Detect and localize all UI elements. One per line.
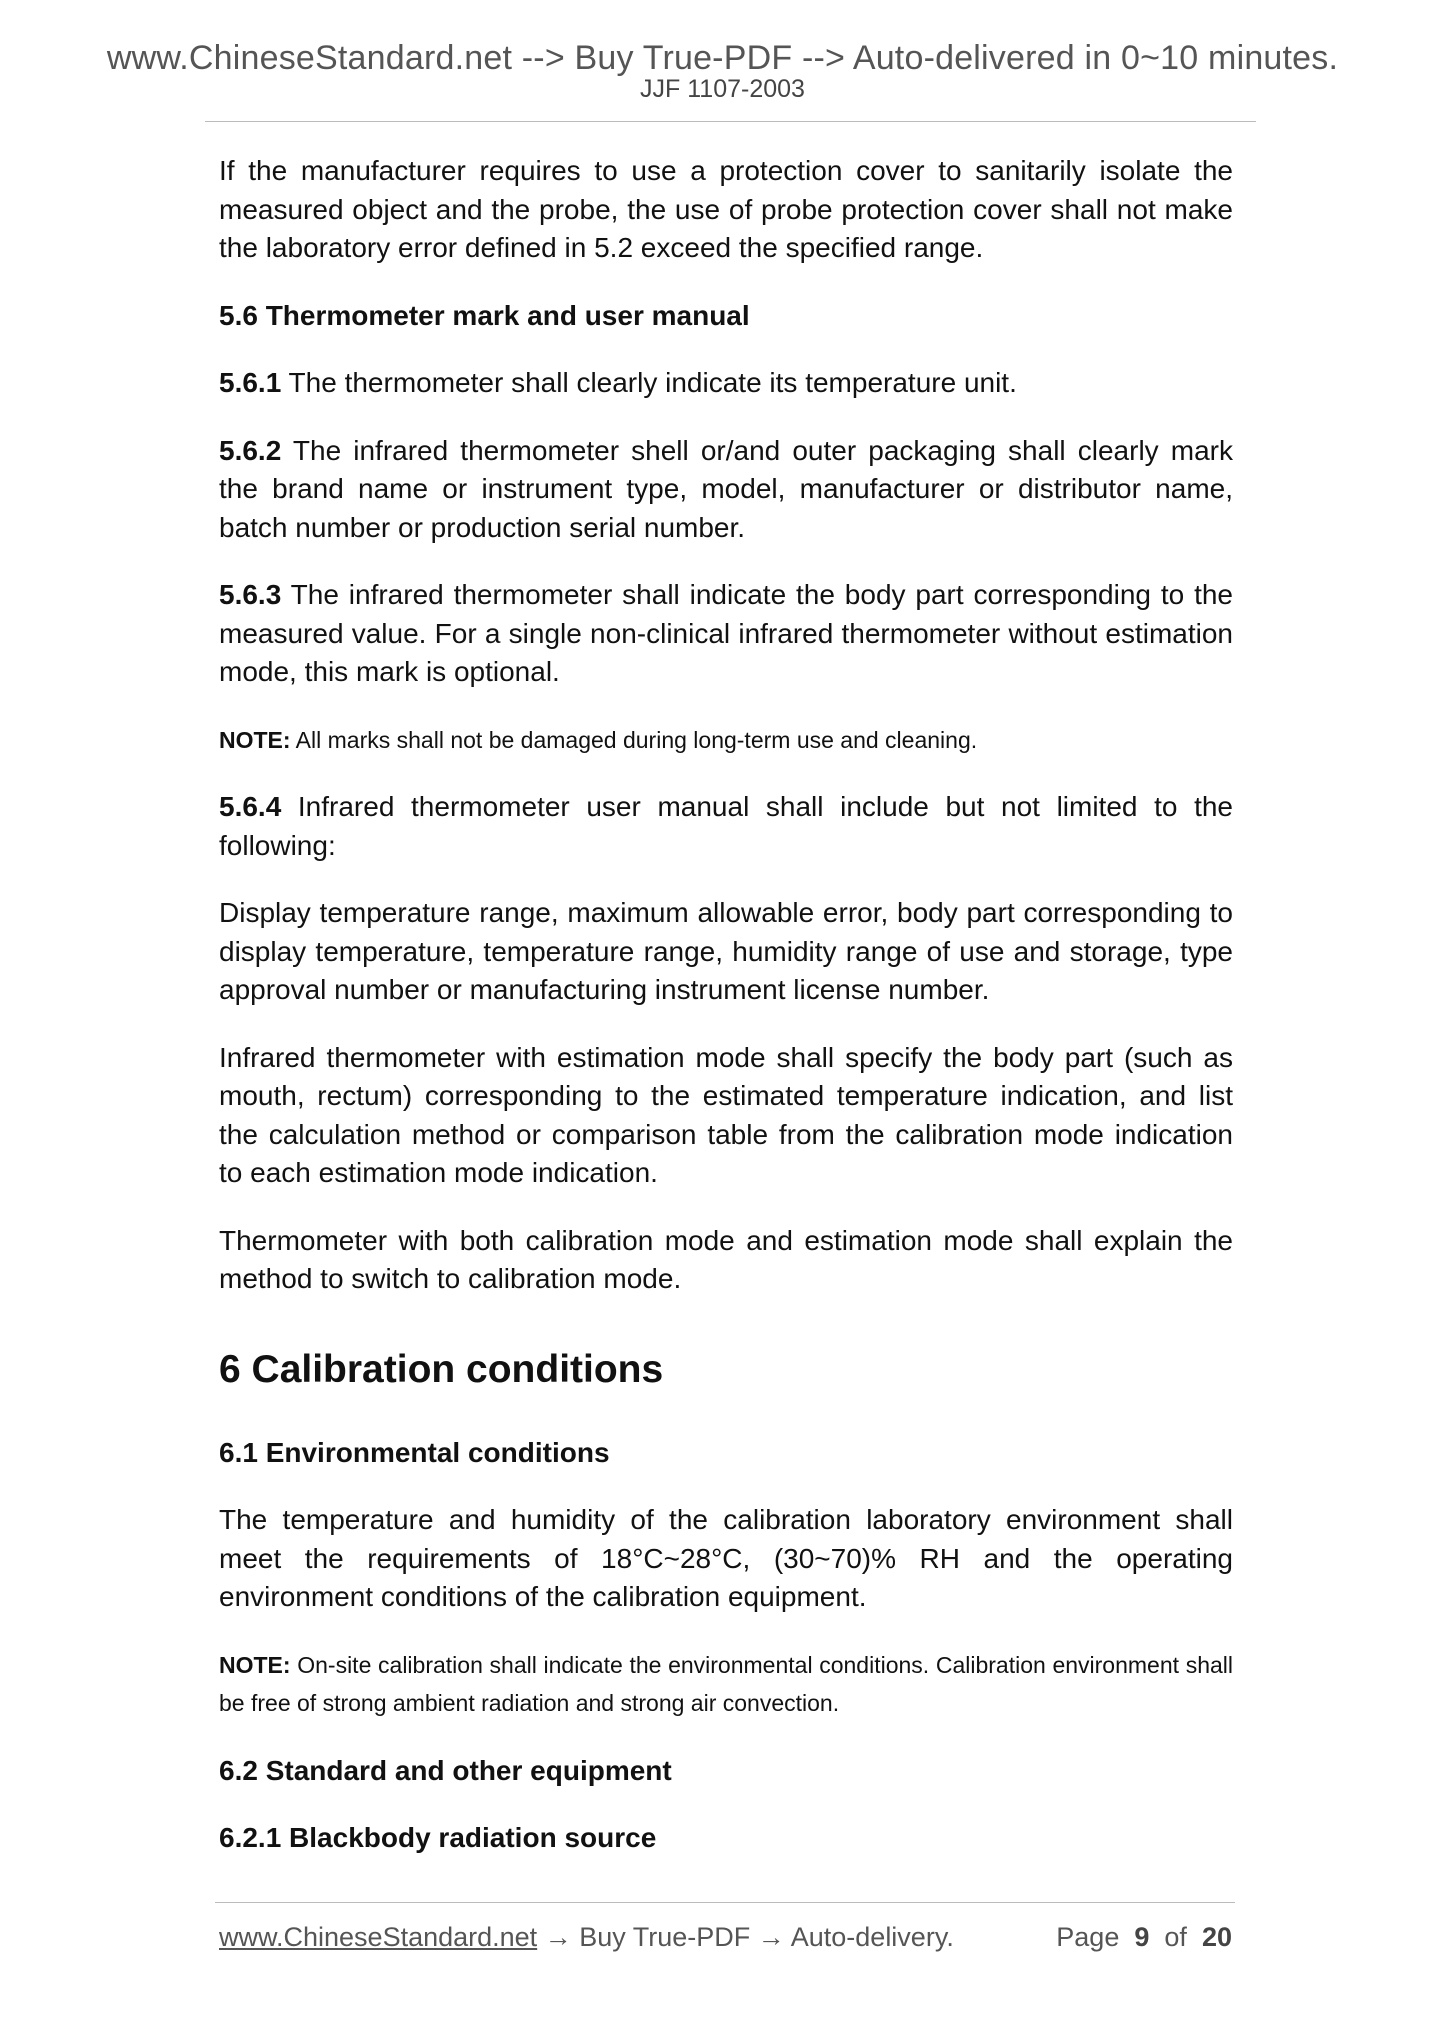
note-onsite: [219, 1646, 1233, 1723]
paragraph-intro: If the manufacturer requires to use a protection cover to sanitarily isolate the measured object and the probe, the use of probe protection cover shall not make the laboratory error defined in 5.2 exceed the specified range.: [219, 155, 1233, 263]
paragraph-display-range: Display temperature range, maximum allowable error, body part corresponding to display temperature, temperature range, humidity range of use and storage, type approval number or manufacturing instrument license number.: [219, 897, 1233, 1005]
clause-number: 5.6.1: [219, 367, 282, 398]
heading-6-2-1: 6.2.1 Blackbody radiation source: [219, 1822, 657, 1853]
clause-5-6-1: [219, 364, 1233, 403]
footer: [219, 1918, 1232, 1956]
clause-5-6-3: [219, 576, 1233, 692]
footer-left: [219, 1918, 954, 1956]
note-label: NOTE:: [219, 726, 291, 753]
note-marks: [219, 721, 1233, 760]
clause-number: 5.6.4: [219, 791, 282, 822]
header-banner: www.ChineseStandard.net --> Buy True-PDF --> Auto-delivered in 0~10 minutes.: [106, 39, 1339, 77]
page-label: Page: [1056, 1922, 1120, 1952]
clause-5-6-4: [219, 788, 1233, 865]
clause-number: 5.6.2: [219, 434, 282, 466]
clause-text: The infrared thermometer shall indicate the body part corresponding to the measured value. For a single non-clinical infrared thermometer without estimation mode, this mark is optional.: [219, 579, 1233, 687]
document-number: JJF 1107-2003: [640, 75, 805, 103]
header-divider: [205, 121, 1256, 122]
note-text: All marks shall not be damaged during long-term use and cleaning.: [290, 726, 978, 753]
page-number: 9: [1134, 1922, 1150, 1952]
heading-5-6: 5.6 Thermometer mark and user manual: [219, 299, 750, 331]
note-text: On-site calibration shall indicate the environmental conditions. Calibration environment shall be free of strong ambient radiation and strong air convection.: [219, 1651, 1233, 1716]
paragraph-switch-mode: Thermometer with both calibration mode and estimation mode shall explain the method to switch to calibration mode.: [219, 1224, 1233, 1294]
heading-6-2: 6.2 Standard and other equipment: [219, 1754, 672, 1786]
note-label: NOTE:: [219, 1651, 291, 1678]
clause-text: The infrared thermometer shell or/and outer packaging shall clearly mark the brand name or instrument type, model, manufacturer or distributor name, batch number or production serial number.: [219, 434, 1233, 543]
of-label: of: [1164, 1922, 1187, 1952]
clause-text: Infrared thermometer user manual shall include but not limited to the following:: [219, 791, 1233, 861]
paragraph-6-1: The temperature and humidity of the calibration laboratory environment shall meet the requirements of 18°C~28°C, (30~70)% RH and the operating environment conditions of the calibration equipment.: [219, 1504, 1233, 1612]
heading-6-1: 6.1 Environmental conditions: [219, 1436, 610, 1468]
heading-6: 6 Calibration conditions: [219, 1347, 664, 1391]
paragraph-estimation-mode: Infrared thermometer with estimation mode shall specify the body part (such as mouth, rectum) corresponding to the estimated temperature indication, and list the calculation method or comparison table from the calibration mode indication to each estimation mode indication.: [219, 1041, 1233, 1188]
page-indicator: [1056, 1918, 1232, 1956]
clause-number: 5.6.3: [219, 579, 282, 610]
clause-5-6-2: [219, 432, 1233, 548]
page-total: 20: [1201, 1922, 1232, 1952]
page-content: [219, 152, 1233, 1887]
footer-divider: [215, 1902, 1235, 1903]
footer-site-link[interactable]: www.ChineseStandard.net: [219, 1922, 538, 1952]
clause-text: The thermometer shall clearly indicate its temperature unit.: [281, 367, 1017, 398]
footer-tagline: → Buy True-PDF → Auto-delivery.: [537, 1922, 954, 1952]
